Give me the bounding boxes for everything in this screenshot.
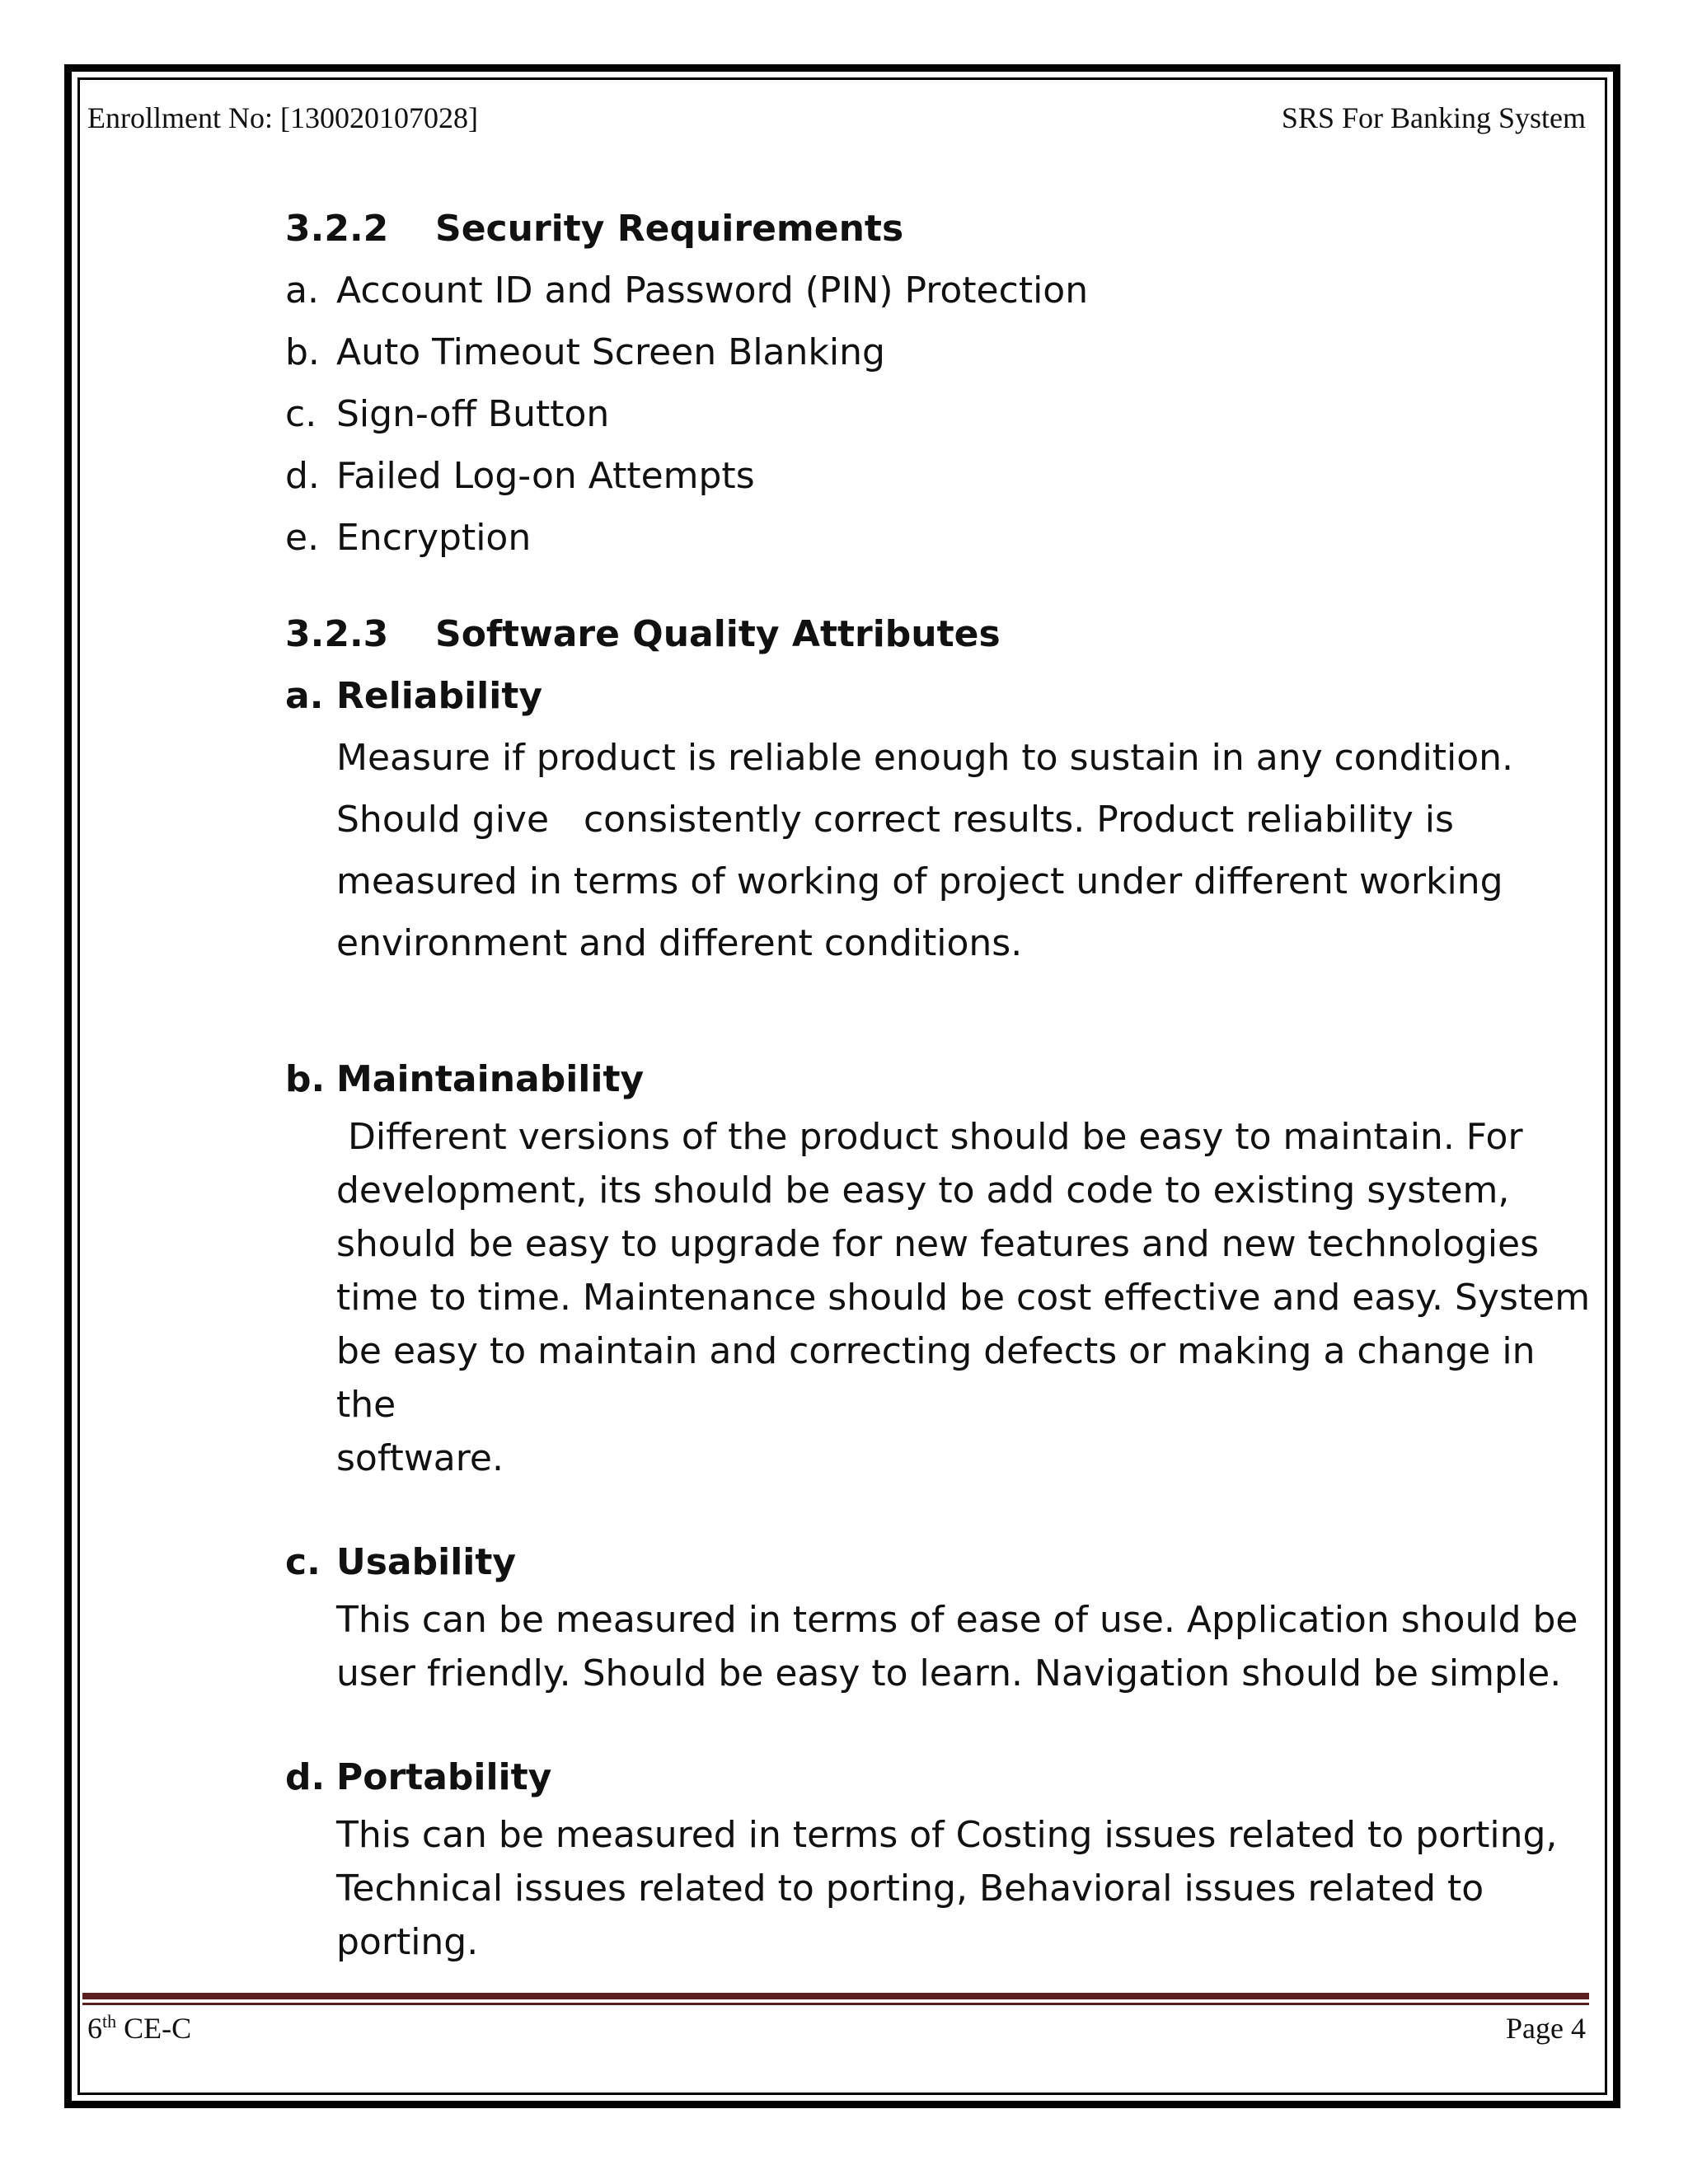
footer-class-number: 6	[87, 2012, 102, 2045]
attribute-body	[285, 727, 1596, 974]
list-item	[285, 260, 1596, 321]
footer-class	[87, 2011, 191, 2046]
attribute-maintainability	[285, 1048, 1596, 1485]
attribute-usability	[285, 1531, 1596, 1700]
security-list	[285, 260, 1596, 569]
attribute-body	[285, 1593, 1596, 1700]
attribute-title: Usability	[336, 1541, 517, 1583]
body-line: development, its should be easy to add code to existing system,	[336, 1169, 1510, 1212]
section-heading-security	[285, 198, 1596, 260]
attribute-heading	[285, 665, 1596, 727]
body-line: Technical issues related to porting, Behavioral issues related to	[336, 1868, 1484, 1910]
list-item-text: Failed Log-on Attempts	[336, 455, 755, 497]
list-marker: b.	[285, 1058, 326, 1100]
list-item-text: Sign-off Button	[336, 393, 610, 435]
list-item	[285, 321, 1596, 383]
list-item	[285, 445, 1596, 507]
section-number: 3.2.2	[285, 208, 389, 250]
list-marker: d.	[285, 455, 320, 497]
body-line: Should give consistently correct results. Product reliability is	[336, 799, 1454, 841]
attribute-title: Reliability	[336, 675, 543, 717]
footer-divider-thin	[82, 2003, 1589, 2005]
list-marker: c.	[285, 393, 317, 435]
attribute-reliability	[285, 665, 1596, 974]
attribute-heading	[285, 1531, 1596, 1593]
section-number: 3.2.3	[285, 613, 389, 655]
body-line: time to time. Maintenance should be cost effective and easy. System	[336, 1277, 1591, 1319]
footer-divider	[82, 1993, 1589, 1999]
list-marker: d.	[285, 1756, 326, 1798]
section-title: Security Requirements	[435, 208, 904, 250]
body-line: user friendly. Should be easy to learn. Navigation should be simple.	[336, 1652, 1562, 1694]
list-item-text: Encryption	[336, 517, 532, 559]
attribute-title: Portability	[336, 1756, 552, 1798]
header-enrollment: Enrollment No: [130020107028]	[87, 101, 478, 134]
body-line: software.	[336, 1437, 504, 1479]
attribute-portability	[285, 1746, 1596, 1969]
page-content	[285, 198, 1596, 1969]
attribute-body	[285, 1110, 1596, 1485]
section-title: Software Quality Attributes	[435, 613, 1001, 655]
body-line: should be easy to upgrade for new features and new technologies	[336, 1223, 1540, 1265]
body-line: This can be measured in terms of ease of use. Application should be	[336, 1599, 1578, 1641]
body-line: measured in terms of working of project under different working	[336, 860, 1503, 902]
list-item-text: Auto Timeout Screen Blanking	[336, 331, 885, 373]
body-line: porting.	[336, 1921, 479, 1963]
attribute-heading	[285, 1048, 1596, 1110]
body-line: be easy to maintain and correcting defects or making a change in the	[336, 1330, 1536, 1426]
page-number: Page 4	[1506, 2012, 1586, 2045]
list-marker: a.	[285, 269, 319, 312]
list-marker: c.	[285, 1541, 321, 1583]
list-item-text: Account ID and Password (PIN) Protection	[336, 269, 1089, 312]
attribute-body	[285, 1808, 1596, 1969]
section-heading-quality	[285, 603, 1596, 665]
list-item	[285, 383, 1596, 445]
list-marker: b.	[285, 331, 320, 373]
body-line: environment and different conditions.	[336, 922, 1023, 964]
attribute-title: Maintainability	[336, 1058, 645, 1100]
body-line: Measure if product is reliable enough to sustain in any condition.	[336, 737, 1514, 779]
footer-class-suffix: th	[102, 2011, 117, 2032]
body-line: Different versions of the product should be easy to maintain. For	[336, 1116, 1523, 1158]
list-item	[285, 507, 1596, 569]
list-marker: a.	[285, 675, 324, 717]
body-line: This can be measured in terms of Costing issues related to porting,	[336, 1814, 1558, 1856]
attribute-heading	[285, 1746, 1596, 1808]
header-document-title: SRS For Banking System	[1281, 101, 1586, 134]
footer-class-name: CE-C	[116, 2012, 192, 2045]
list-marker: e.	[285, 517, 320, 559]
